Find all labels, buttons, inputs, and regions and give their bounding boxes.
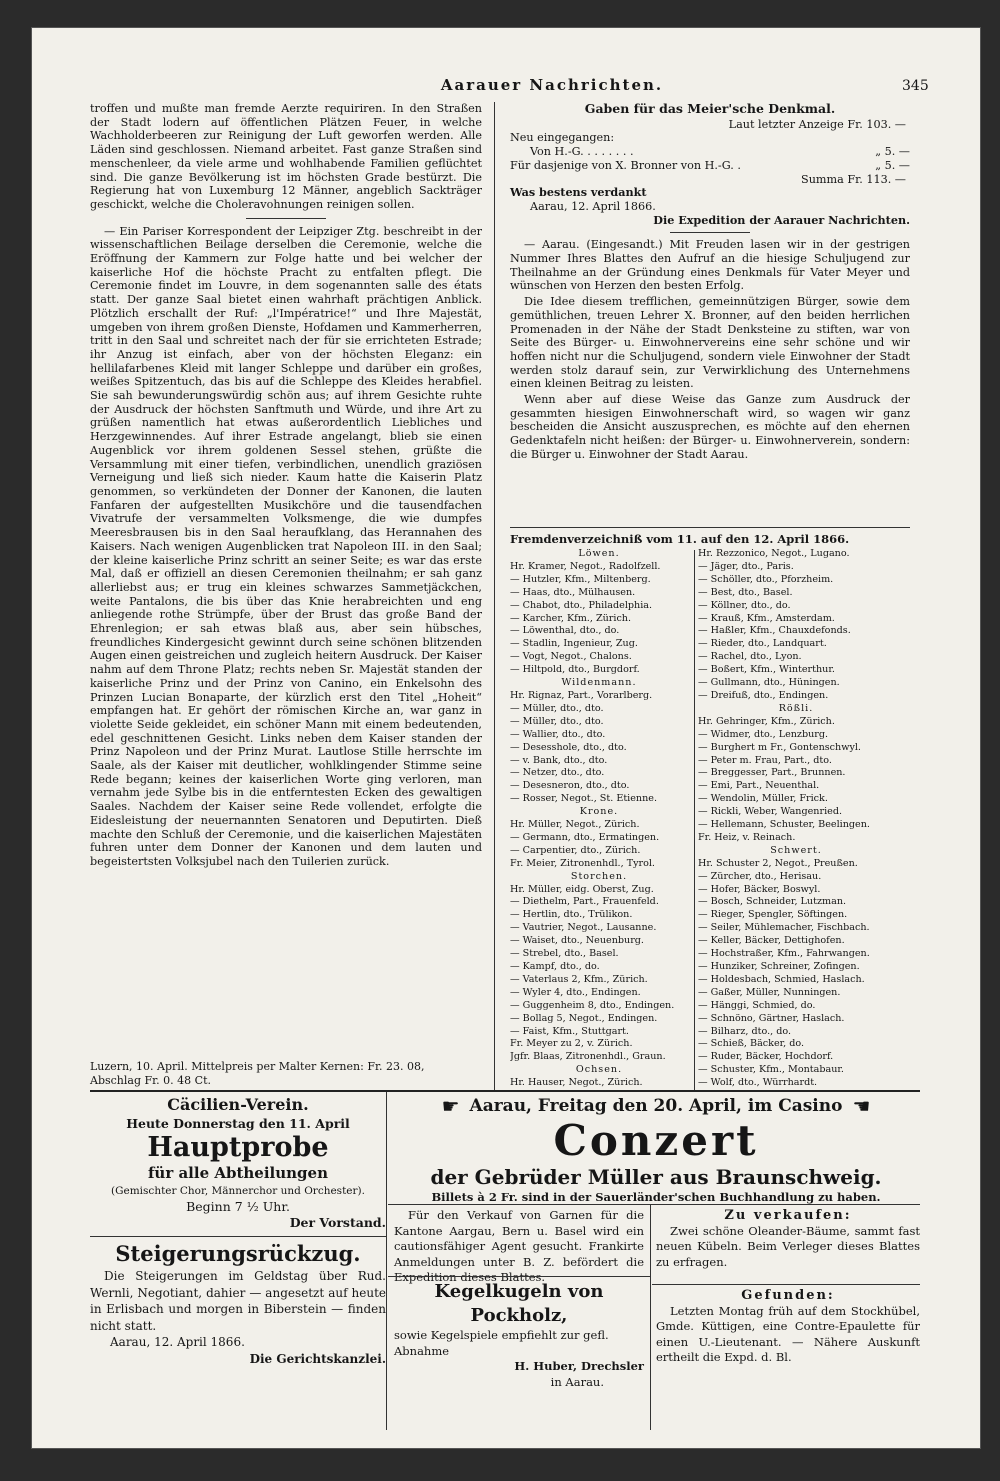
fremden-entry: — Wendolin, Müller, Frick. xyxy=(698,793,828,805)
fremden-entry: — Schuster, Kfm., Montabaur. xyxy=(698,1064,844,1076)
fremden-entry: — Karcher, Kfm., Zürich. xyxy=(510,612,632,624)
fremden-entry: — Vogt, Negot., Chalons. xyxy=(510,651,632,663)
fremden-entry: — Diethelm, Part., Frauenfeld. xyxy=(510,896,659,908)
ad-caecilien-sub: für alle Abtheilungen xyxy=(147,1164,328,1182)
fremden-entry: — Rickli, Weber, Wangenried. xyxy=(698,806,843,818)
right-column xyxy=(510,102,910,464)
fremden-entry: — Waiset, dto., Neuenburg. xyxy=(510,935,644,947)
fremden-row xyxy=(510,948,910,961)
fremden-entry: — Rosser, Negot., St. Etienne. xyxy=(510,793,658,805)
fremden-entry: — v. Bank, dto., dto. xyxy=(510,754,608,766)
fremden-row xyxy=(510,1013,910,1026)
fremden-row xyxy=(510,780,910,793)
fremden-entry: — Hänggi, Schmied, do. xyxy=(698,999,816,1011)
fremden-entry: — Haas, dto., Mülhausen. xyxy=(510,586,636,598)
fremden-entry: — Stadlin, Ingenieur, Zug. xyxy=(510,638,638,650)
fremden-entry: — Zürcher, dto., Herisau. xyxy=(698,870,822,882)
fremden-row xyxy=(510,548,910,561)
fremden-entry: — Hertlin, dto., Trülikon. xyxy=(510,909,633,921)
fremden-entry: — Widmer, dto., Lenzburg. xyxy=(698,728,829,740)
ad-caecilien-groups: (Gemischter Chor, Männerchor und Orchester). xyxy=(111,1185,365,1197)
eingesandt-paragraph: Die Idee diesem trefflichen, gemeinnützigen Bürger, sowie dem gemüthlichen, treuen Lehrer X. Bronner, auf den beiden herrlichen Promenaden in der Nähe der Stadt Denksteine zu stiften, war von Seite des Bürger- u. Einwohnervereins eine sehr schöne und wir hoffen nicht nur die Schuljugend, sondern viele Einwohner der Stadt werden stolz darauf sein, zur Verwirklichung des Unternehmens einen kleinen Beitrag zu leisten. xyxy=(510,295,910,391)
ad-gefunden-title: Gefunden: xyxy=(741,1288,835,1303)
fremden-row xyxy=(510,742,910,755)
fremden-entry: — Peter m. Frau, Part., dto. xyxy=(698,754,832,766)
fremden-row xyxy=(510,858,910,871)
gaben-line xyxy=(510,159,910,173)
gaben-amount: „ 5. — xyxy=(875,145,910,159)
fremden-entry: — Kampf, dto., do. xyxy=(510,961,600,972)
fremden-entry: — Netzer, dto., dto. xyxy=(510,767,605,779)
fremden-entry: — Rieger, Spengler, Söftingen. xyxy=(698,909,848,921)
fremden-entry: — Hutzler, Kfm., Miltenberg. xyxy=(510,573,651,585)
ad-konzert-line2: der Gebrüder Müller aus Braunschweig. xyxy=(430,1165,882,1189)
fremden-entry: — Germann, dto., Ermatingen. xyxy=(510,831,660,843)
fremden-row xyxy=(510,1038,910,1051)
market-line-1: Luzern, 10. April. Mittelpreis per Malter Kernen: Fr. 23. 08, xyxy=(90,1060,425,1073)
ad-garne xyxy=(394,1208,644,1286)
fremden-row xyxy=(510,1077,910,1090)
left-column xyxy=(90,102,482,871)
fremden-entry: Rößli. xyxy=(778,702,814,714)
fremden-entry: — Guggenheim 8, dto., Endingen. xyxy=(510,999,675,1011)
fremden-row xyxy=(510,884,910,897)
newspaper-title: Aarauer Nachrichten. xyxy=(440,76,664,94)
fremden-entry: — Breggesser, Part., Brunnen. xyxy=(698,767,846,779)
fremden-row xyxy=(510,729,910,742)
fremden-row xyxy=(510,574,910,587)
fremden-entry: — Hunziker, Schreiner, Zofingen. xyxy=(698,961,860,972)
fremden-entry: — Rachel, dto., Lyon. xyxy=(698,651,802,663)
fremden-entry: — Seiler, Mühlemacher, Fischbach. xyxy=(698,922,870,934)
ad-verkaufen-title: Zu verkaufen: xyxy=(724,1208,852,1223)
fremden-entry: Hr. Schuster 2, Negot., Preußen. xyxy=(698,857,858,869)
gaben-label: Für dasjenige von X. Bronner von H.-G. . xyxy=(510,158,741,172)
fremden-entry: — Schieß, Bäcker, do. xyxy=(698,1038,805,1050)
fremden-entry: — Jäger, dto., Paris. xyxy=(698,560,794,572)
ad-caecilien xyxy=(90,1094,386,1231)
fremden-entry: Hr. Hauser, Negot., Zürich. xyxy=(510,1077,643,1089)
fremden-entry: — Wyler 4, dto., Endingen. xyxy=(510,986,641,998)
ad-steigerung-sign: Die Gerichtskanzlei. xyxy=(249,1351,386,1366)
gaben-thanks: Was bestens verdankt xyxy=(510,185,647,200)
fremden-row xyxy=(510,651,910,664)
fremden-entry: Jgfr. Blaas, Zitronenhdl., Graun. xyxy=(510,1051,666,1063)
fremden-row xyxy=(510,767,910,780)
page-number: 345 xyxy=(902,78,929,94)
fremden-entry: Hr. Kramer, Negot., Radolfzell. xyxy=(510,560,661,572)
fremden-entry: — Desesshole, dto., dto. xyxy=(510,741,627,753)
ad-kegel-line: sowie Kegelspiele empfiehlt zur gefl. Abnahme xyxy=(394,1328,609,1358)
fremden-row xyxy=(510,987,910,1000)
ad-rule xyxy=(388,1204,920,1205)
fremden-row xyxy=(510,664,910,677)
fremden-row xyxy=(510,806,910,819)
fremden-entry: — Keller, Bäcker, Dettighofen. xyxy=(698,935,845,947)
fremden-row xyxy=(510,974,910,987)
fremden-row xyxy=(510,625,910,638)
fremden-row xyxy=(510,1051,910,1064)
fremden-entry: — Müller, dto., dto. xyxy=(510,702,604,714)
fremden-row xyxy=(510,716,910,729)
gaben-line: Neu eingegangen: xyxy=(510,131,615,145)
fremden-row xyxy=(510,909,910,922)
fremden-entry: — Gaßer, Müller, Nunningen. xyxy=(698,986,841,998)
fremden-entry: Hr. Müller, eidg. Oberst, Zug. xyxy=(510,883,654,895)
ad-rule xyxy=(388,1276,650,1277)
fremden-row xyxy=(510,690,910,703)
ad-caecilien-sign: Der Vorstand. xyxy=(289,1215,386,1230)
fremden-entry: — Bilharz, dto., do. xyxy=(698,1025,792,1037)
ad-caecilien-headline: Hauptprobe xyxy=(147,1132,329,1163)
fremden-entry: Hr. Gehringer, Kfm., Zürich. xyxy=(698,715,835,727)
ad-caecilien-date: Heute Donnerstag den 11. April xyxy=(126,1116,350,1131)
ad-konzert-line3: Billets à 2 Fr. sind in der Sauerländer'schen Buchhandlung zu haben. xyxy=(431,1190,881,1204)
fremden-row xyxy=(510,638,910,651)
ad-garne-text: Für den Verkauf von Garnen für die Kantone Aargau, Bern u. Basel wird ein cautionsfähiger Agent gesucht. Frankirte Anmeldungen unter B. Z. befördert die Expedition dieses Blattes. xyxy=(394,1208,644,1284)
fremden-list xyxy=(510,548,910,1090)
fremden-entry: — Vautrier, Negot., Lausanne. xyxy=(510,922,657,934)
fremden-entry: Ochsen. xyxy=(575,1064,623,1076)
fremden-row xyxy=(510,703,910,716)
fremden-entry: — Desesneron, dto., dto. xyxy=(510,780,630,792)
fremden-entry: — Wallier, dto., dto. xyxy=(510,728,606,740)
ad-steigerung-title: Steigerungsrückzug. xyxy=(115,1241,361,1266)
fremden-entry: — Hellemann, Schuster, Beelingen. xyxy=(698,819,870,831)
gaben-total: Summa Fr. 113. — xyxy=(801,172,906,186)
fremden-entry: — Best, dto., Basel. xyxy=(698,586,793,598)
fremden-row xyxy=(510,755,910,768)
fremden-row xyxy=(510,896,910,909)
gaben-title: Gaben für das Meier'sche Denkmal. xyxy=(584,101,836,116)
fremden-entry: — Rieder, dto., Landquart. xyxy=(698,638,827,650)
fremden-entry: — Müller, dto., dto. xyxy=(510,715,604,727)
newspaper-page xyxy=(32,28,980,1448)
fremden-row xyxy=(510,1000,910,1013)
gaben-line xyxy=(510,145,910,159)
fremden-row xyxy=(510,587,910,600)
fremden-title-text: Fremdenverzeichniß vom 11. auf den 12. April 1866. xyxy=(510,532,850,546)
fremden-entry: — Hochstraßer, Kfm., Fahrwangen. xyxy=(698,948,870,960)
ad-kegel xyxy=(394,1280,644,1390)
ad-konzert-line1: Aarau, Freitag den 20. April, im Casino xyxy=(469,1096,843,1116)
fremden-entry: Storchen. xyxy=(570,870,628,882)
fremden-entry: — Vaterlaus 2, Kfm., Zürich. xyxy=(510,973,648,985)
ad-caecilien-time: Beginn 7 ½ Uhr. xyxy=(186,1199,290,1214)
fremden-entry: — Boßert, Kfm., Winterthur. xyxy=(698,664,835,676)
fremden-entry: Hr. Rezzonico, Negot., Lugano. xyxy=(698,548,850,559)
fremden-entry: — Burghert m Fr., Gontenschwyl. xyxy=(698,741,861,753)
section-rule xyxy=(510,527,910,528)
fremden-entry: Wildenmann. xyxy=(561,677,637,689)
ad-verkaufen xyxy=(656,1208,920,1270)
ad-rule xyxy=(90,1236,386,1237)
separator xyxy=(670,232,750,233)
fremden-row xyxy=(510,613,910,626)
fremden-entry: — Schnöno, Gärtner, Haslach. xyxy=(698,1012,845,1024)
fremden-entry: — Carpentier, dto., Zürich. xyxy=(510,844,641,856)
pointing-hand-left-icon: ☛ xyxy=(441,1094,460,1118)
fremden-row xyxy=(510,922,910,935)
ad-steigerung-text: Die Steigerungen im Geldstag über Rud. Wernli, Negotiant, dahier — angesetzt auf heute in Erlisbach und morgen in Biberstein — finden nicht statt. xyxy=(90,1269,386,1333)
ads-divider xyxy=(386,1092,387,1430)
fremden-entry: — Ruder, Bäcker, Hochdorf. xyxy=(698,1051,834,1063)
fremden-entry: Hr. Müller, Negot., Zürich. xyxy=(510,819,640,831)
fremden-entry: — Bosch, Schneider, Lutzman. xyxy=(698,896,847,908)
fremden-title xyxy=(510,532,910,546)
eingesandt-paragraph: — Aarau. (Eingesandt.) Mit Freuden lasen wir in der gestrigen Nummer Ihres Blattes den Aufruf an die hiesige Schuljugend zur Theilnahme an der Gründung eines Denkmals für Vater Meyer und wünschen von Herzen den besten Erfolg. xyxy=(510,238,910,293)
fremden-row xyxy=(510,961,910,974)
fremden-entry: Fr. Meyer zu 2, v. Zürich. xyxy=(510,1038,633,1050)
separator xyxy=(246,218,326,219)
fremden-entry: — Köllner, dto., do. xyxy=(698,599,791,611)
fremden-entry: — Faist, Kfm., Stuttgart. xyxy=(510,1025,629,1037)
ad-konzert xyxy=(392,1094,920,1204)
ads-top-rule xyxy=(90,1090,920,1092)
ad-steigerung-date: Aarau, 12. April 1866. xyxy=(110,1335,245,1349)
fremden-entry: — Hiltpold, dto., Burgdorf. xyxy=(510,664,640,676)
fremden-entry: Fr. Meier, Zitronenhdl., Tyrol. xyxy=(510,857,655,869)
fremden-entry: — Hofer, Bäcker, Boswyl. xyxy=(698,883,821,895)
fremden-entry: Hr. Rignaz, Part., Vorarlberg. xyxy=(510,689,653,701)
fremden-entry: Fr. Heiz, v. Reinach. xyxy=(698,831,796,843)
gaben-line: Laut letzter Anzeige Fr. 103. — xyxy=(728,117,906,131)
fremden-row xyxy=(510,793,910,806)
fremden-entry: — Krauß, Kfm., Amsterdam. xyxy=(698,612,835,624)
ad-gefunden-text: Letzten Montag früh auf dem Stockhübel, Gmde. Küttigen, eine Contre-Epaulette für einen U.-Lieutenant. — Nähere Auskunft ertheilt die Expd. d. Bl. xyxy=(656,1303,920,1364)
fremden-entry: — Haßler, Kfm., Chauxdefonds. xyxy=(698,625,851,637)
fremden-entry: — Emi, Part., Neuenthal. xyxy=(698,780,820,792)
ad-rule xyxy=(652,1284,920,1285)
fremden-entry: Löwen. xyxy=(578,548,620,559)
ad-kegel-title: Kegelkugeln von Pockholz, xyxy=(434,1281,604,1326)
fremden-entry: — Löwenthal, dto., do. xyxy=(510,625,620,637)
pointing-hand-right-icon: ☚ xyxy=(852,1094,871,1118)
ad-gefunden xyxy=(656,1288,920,1366)
fremden-entry: — Dreifuß, dto., Endingen. xyxy=(698,689,829,701)
fremden-entry: — Wolf, dto., Würrhardt. xyxy=(698,1077,818,1089)
ad-steigerung xyxy=(90,1240,386,1367)
market-report xyxy=(90,1060,482,1087)
fremden-row xyxy=(510,871,910,884)
ad-konzert-header xyxy=(392,1094,920,1118)
ads-divider xyxy=(650,1204,651,1430)
fremden-entry: — Strebel, dto., Basel. xyxy=(510,948,619,960)
fremden-row xyxy=(510,819,910,832)
fremden-row xyxy=(510,845,910,858)
ad-caecilien-title: Cäcilien-Verein. xyxy=(167,1095,309,1114)
fremden-row xyxy=(510,935,910,948)
ad-kegel-place: in Aarau. xyxy=(550,1374,604,1389)
fremden-entry: — Chabot, dto., Philadelphia. xyxy=(510,599,653,611)
gaben-date: Aarau, 12. April 1866. xyxy=(530,199,656,213)
fremden-entry: — Holdesbach, Schmied, Haslach. xyxy=(698,973,865,985)
gaben-signature: Die Expedition der Aarauer Nachrichten. xyxy=(653,212,910,227)
market-line-2: Abschlag Fr. 0. 48 Ct. xyxy=(90,1073,211,1087)
ad-kegel-sign: H. Huber, Drechsler xyxy=(514,1359,644,1373)
fremden-row xyxy=(510,1026,910,1039)
fremden-entry: — Bollag 5, Negot., Endingen. xyxy=(510,1012,658,1024)
fremden-row xyxy=(510,677,910,690)
ad-konzert-title: Conzert xyxy=(553,1116,759,1165)
ad-verkaufen-text: Zwei schöne Oleander-Bäume, sammt fast neuen Kübeln. Beim Verleger dieses Blattes zu erfragen. xyxy=(656,1223,920,1269)
fremden-row xyxy=(510,600,910,613)
fremden-row xyxy=(510,1064,910,1077)
gaben-label: Von H.-G. . . . . . . . xyxy=(530,145,634,159)
column-divider xyxy=(494,102,495,1090)
eingesandt-paragraph: Wenn aber auf diese Weise das Ganze zum Ausdruck der gesammten hiesigen Einwohnerschaft wird, so wagen wir ganz bescheiden die Ansicht auszusprechen, es möchte auf den ehernen Gedenktafeln nicht heißen: der Bürger- u. Einwohnerverein, sondern: die Bürger u. Einwohner der Stadt Aarau. xyxy=(510,393,910,461)
fremden-entry: — Schöller, dto., Pforzheim. xyxy=(698,573,834,585)
gaben-amount: „ 5. — xyxy=(875,158,910,172)
fremden-row xyxy=(510,832,910,845)
fremden-entry: Schwert. xyxy=(770,844,822,856)
article-ceremony: — Ein Pariser Korrespondent der Leipziger Ztg. beschreibt in der wissenschaftlichen Beilage derselben die Ceremonie, welche die Eröffnung der Kammern zur Folge hatte und bei welcher der kaiserliche Hof die höchste Pracht zu entfalten pflegt. Die Ceremonie findet im Louvre, in dem sogenannten salle des états statt. Der ganze Saal bietet einen wahrhaft prächtigen Anblick. Plötzlich erschallt der Ruf: „l'Impératrice!“ und Ihre Majestät, umgeben von ihrem großen Dienste, Hofdamen und Kammerherren, tritt in den Saal und schreitet nach der für sie errichteten Estrade; ihr Anzug ist einfach, aber von der höchsten Eleganz: ein hellilafarbenes Kleid mit langer Schleppe und darüber ein großes, weißes Spitzentuch, das bis auf die Schleppe des Kleides herabfiel. Sie sah bewunderungswürdig schön aus; auf ihrem Gesichte ruhte der Ausdruck der höchsten Sanftmuth und Würde, und ihre Art zu grüßen namentlich hat etwas außerordentlich Liebliches und Herzgewinnendes. Auf ihrer Estrade angelangt, blieb sie einen Augenblick vor ihrem goldenen Sessel stehen, grüßte die Versammlung mit einer tiefen, verbindlichen, unendlich graziösen Verneigung und ließ sich nieder. Kaum hatte die Kaiserin Platz genommen, so verkündeten der Donner der Kanonen, die lauten Fanfaren der aufgestellten Musikchöre und die tausendfachen Vivatrufe der versammelten Volksmenge, die wie dumpfes Meeresbrausen bis in den Saal heraufklang, das Herannahen des Kaisers. Nach wenigen Augenblicken trat Napoleon III. in den Saal; der kleine kaiserliche Prinz schritt an seiner Seite; es war das erste Mal, daß er offiziell an diesen Ceremonien theilnahm; er sah ganz allerliebst aus; er trug ein kleines schwarzes Sammetjäckchen, weite Pantalons, die bis über das Knie herabreichten und eng anliegende rothe Strümpfe, über der Brust das große Band der Ehrenlegion; er sah etwas blaß aus, aber sein hübsches, freundliches Kindergesicht gewinnt durch seine schönen blitzenden Augen einen geistreichen und zugleich heitern Ausdruck. Der Kaiser nahm auf dem Throne Platz; rechts neben Sr. Majestät standen der kaiserliche Prinz und der Prinz von Canino, ein Enkelsohn des Prinzen Lucian Bonaparte, der kürzlich erst den Titel „Hoheit“ empfangen hat. Er gehört der römischen Kirche an, war ganz in violette Seide gekleidet, ein schöner Mann mit einem bedeutenden, edel geschnittenen Gesicht. Links neben dem Kaiser standen der Prinz Napoleon und der Prinz Murat. Lautlose Stille herrschte im Saale, als der Kaiser mit deutlicher, wohlklingender Stimme seine Rede begann; keines der kaiserlichen Worte ging verloren, man vernahm jede Sylbe bis in die entferntesten Ecken des gewaltigen Saales. Nachdem der Kaiser seine Rede vollendet, erfolgte die Eidesleistung der neuernannten Senatoren und Deputirten. Dieß machte den Schluß der Ceremonie, und die kaiserlichen Majestäten fuhren unter dem Donner der Kanonen und dem lauten und begeistertsten Volksjubel nach den Tuilerien zurück. xyxy=(90,224,482,868)
fremden-row xyxy=(510,561,910,574)
fremden-entry: Krone. xyxy=(579,806,619,818)
article-cholera: troffen und mußte man fremde Aerzte requiriren. In den Straßen der Stadt lodern auf öffentlichen Plätzen Feuer, in welche Wachholderbeeren zur Reinigung der Luft geworfen werden. Alle Läden sind geschlossen. Niemand arbeitet. Fast ganze Straßen sind menschenleer, da viele arme und wohlhabende Familien geflüchtet sind. Die ganze Bevölkerung ist im höchsten Grade bestürzt. Die Regierung hat von Luxemburg 12 Männer, angeblich Sackträger geschickt, welche die Choleravohnungen reinigen sollen. xyxy=(90,102,482,211)
fremden-entry: — Gullmann, dto., Hüningen. xyxy=(698,677,840,689)
